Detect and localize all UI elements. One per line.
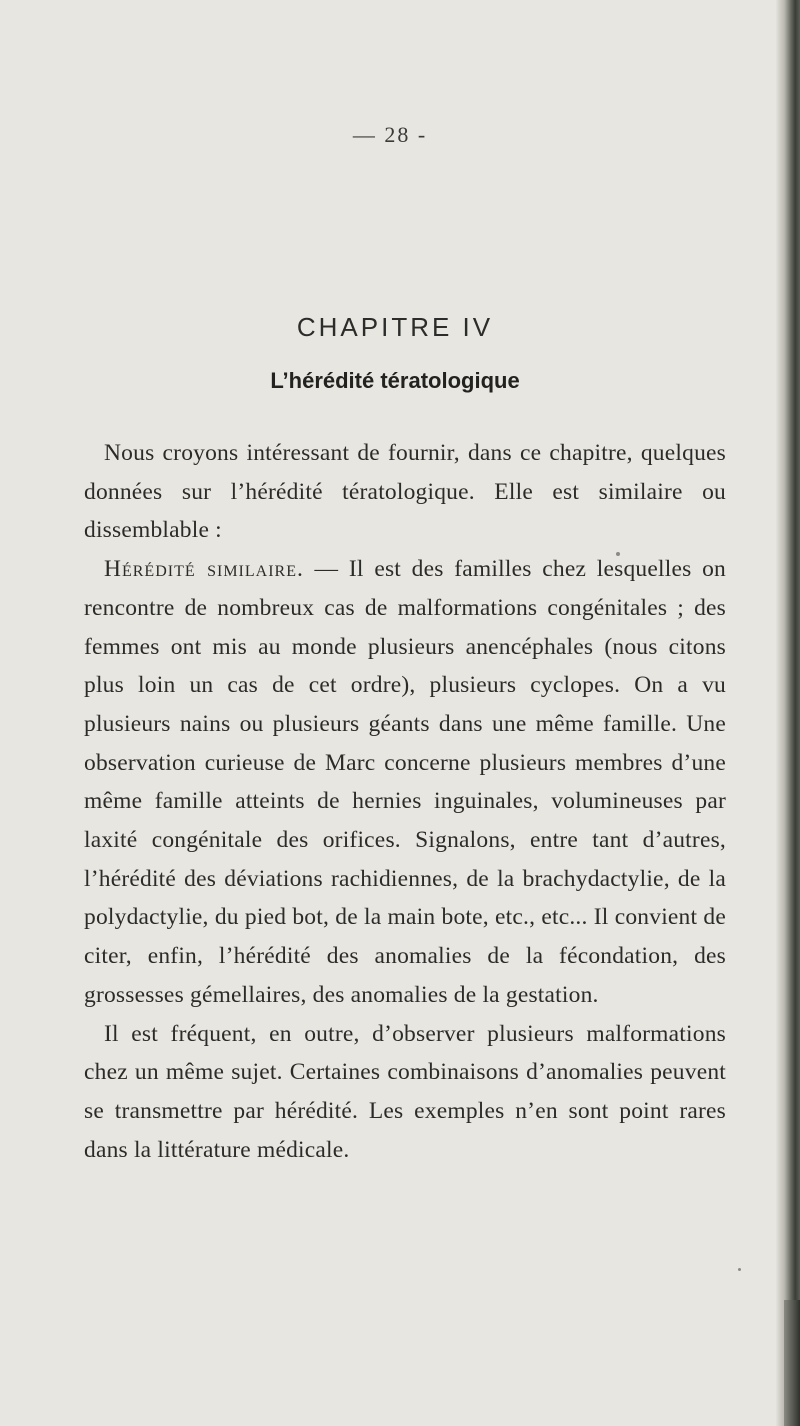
chapter-heading: CHAPITRE IV: [296, 312, 494, 342]
page-binding-edge: [776, 0, 800, 1426]
paragraph-intro: Nous croyons intéressant de fournir, dans ce chapitre, quelques données sur l’hérédité tératologique. Elle est similaire ou dissemblable :: [84, 440, 726, 544]
paragraph-combinations: Il est fréquent, en outre, d’observer plusieurs malformations chez un même sujet. Certaines combinaisons d’anomalies peuvent se transmettre par hérédité. Les exemples n’en sont point rares dans la littérature médicale.: [84, 1020, 726, 1163]
paragraph-heredite-similaire: [84, 550, 726, 1014]
chapter-title: L’hérédité tératologique: [270, 368, 520, 393]
paper-speck: [616, 552, 620, 556]
paper-speck: [738, 1268, 741, 1271]
section-body: — Il est des familles chez lesquelles on rencontre de nombreux cas de malformations congénitales ; des femmes ont mis au monde plusieurs anencéphales (nous citons plus loin un cas de cet ordre), plusieurs cyclopes. On a vu plusieurs nains ou plusieurs géants dans une même famille. Une observation curieuse de Marc concerne plusieurs membres d’une même famille atteints de hernies inguinales, volumineuses par laxité congénitale des orifices. Signalons, entre tant d’autres, l’hérédité des déviations rachidiennes, de la brachydactylie, de la polydactylie, du pied bot, de la main bote, etc., etc... Il convient de citer, enfin, l’hérédité des anomalies de la fécondation, des grossesses gémellaires, des anomalies de la gestation.: [84, 556, 726, 1008]
page-binding-shadow: [784, 1300, 800, 1426]
body-text: [84, 434, 726, 1169]
page-number: — 28 -: [352, 122, 428, 147]
section-lead: Hérédité similaire.: [104, 556, 304, 583]
